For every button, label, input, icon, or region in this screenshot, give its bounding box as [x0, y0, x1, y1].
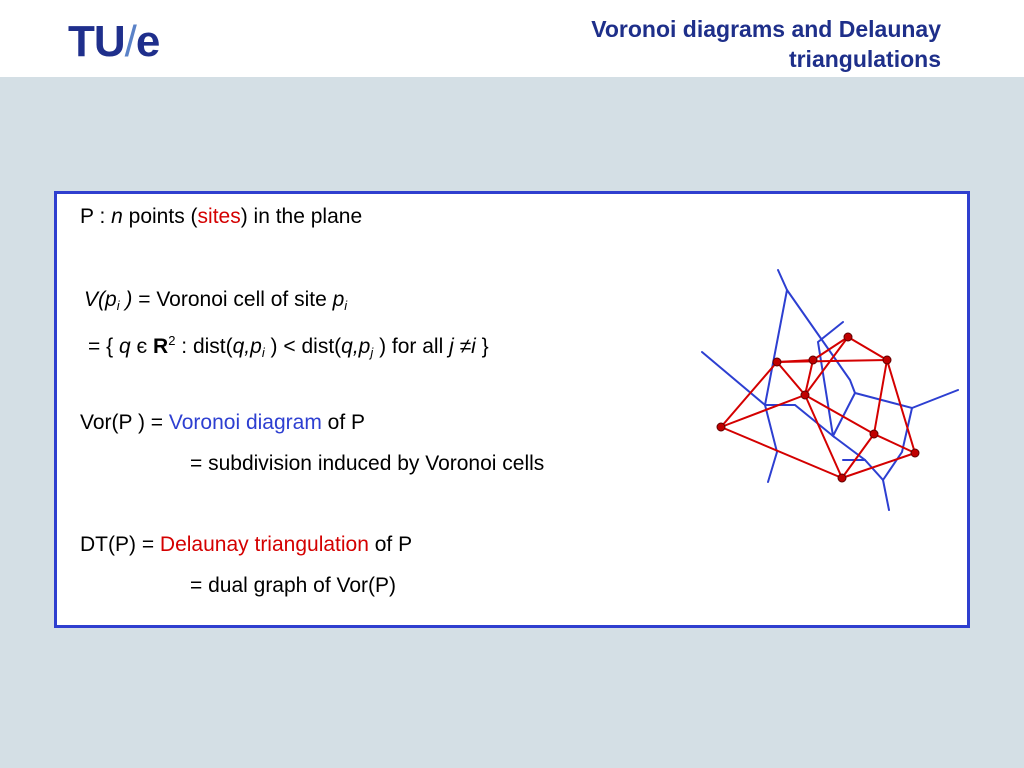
term-voronoi-diagram: Voronoi diagram: [168, 411, 322, 434]
line-dual-graph: [190, 573, 396, 599]
site-point: [717, 423, 725, 431]
line-subdivision: [190, 451, 544, 477]
var-q: q: [118, 335, 131, 358]
logo-text-tu: TU: [68, 17, 125, 66]
site-point: [838, 474, 846, 482]
text: = subdivision induced by Voronoi cells: [190, 452, 545, 475]
text: : dist(: [175, 335, 233, 358]
text: є: [130, 335, 154, 358]
var: q,p: [341, 335, 371, 358]
site-point: [911, 449, 919, 457]
text: = Voronoi cell of site: [132, 288, 333, 311]
subscript: j: [370, 345, 374, 360]
text: of P: [321, 411, 366, 434]
slide-title: [461, 14, 941, 74]
text: = {: [88, 335, 119, 358]
logo-text-e: e: [135, 17, 160, 66]
var-i: i: [471, 335, 476, 358]
site-point: [809, 356, 817, 364]
site-point: [844, 333, 852, 341]
subscript: i: [261, 345, 265, 360]
site-point: [773, 358, 781, 366]
text: ): [119, 288, 133, 311]
var-p: p: [332, 288, 345, 311]
voronoi-edge: [765, 405, 777, 482]
tue-logo: [68, 14, 159, 70]
subscript: i: [116, 298, 120, 313]
var: q,p: [232, 335, 262, 358]
text: }: [475, 335, 489, 358]
slide-title-line-1: Voronoi diagrams and Delaunay: [591, 16, 941, 42]
voronoi-edge: [702, 270, 787, 405]
var-j: j: [449, 335, 454, 358]
term-delaunay-triangulation: Delaunay triangulation: [159, 533, 369, 556]
text: Vor(P ) =: [80, 411, 169, 434]
delaunay-edge: [777, 360, 887, 478]
superscript: 2: [168, 333, 176, 348]
text: ) < dist(: [264, 335, 342, 358]
line-voronoi-cell: [84, 287, 347, 319]
text: = dual graph of Vor(P): [190, 574, 397, 597]
line-voronoi-cell-set: [88, 328, 489, 366]
voronoi-edge: [787, 290, 958, 408]
set-R: R: [153, 335, 169, 358]
site-point: [883, 356, 891, 364]
line-delaunay: [80, 532, 412, 558]
text: of P: [368, 533, 413, 556]
text: ≠: [453, 335, 472, 358]
subscript: i: [344, 298, 348, 313]
text: ) in the plane: [240, 205, 363, 228]
text: DT(P) =: [80, 533, 160, 556]
logo-slash: /: [124, 17, 136, 66]
sites: [717, 333, 919, 482]
header-bar: [0, 0, 1024, 77]
slide-title-line-2: triangulations: [788, 46, 941, 72]
text: P :: [80, 205, 112, 228]
site-point: [801, 391, 809, 399]
var-n: n: [111, 205, 123, 228]
text: ) for all: [373, 335, 450, 358]
term-sites: sites: [197, 205, 241, 228]
text: V(p: [84, 288, 117, 311]
text: points (: [122, 205, 198, 228]
line-sites-definition: [80, 204, 362, 230]
site-point: [870, 430, 878, 438]
line-voronoi-diagram: [80, 410, 365, 436]
voronoi-delaunay-diagram: [690, 260, 970, 520]
